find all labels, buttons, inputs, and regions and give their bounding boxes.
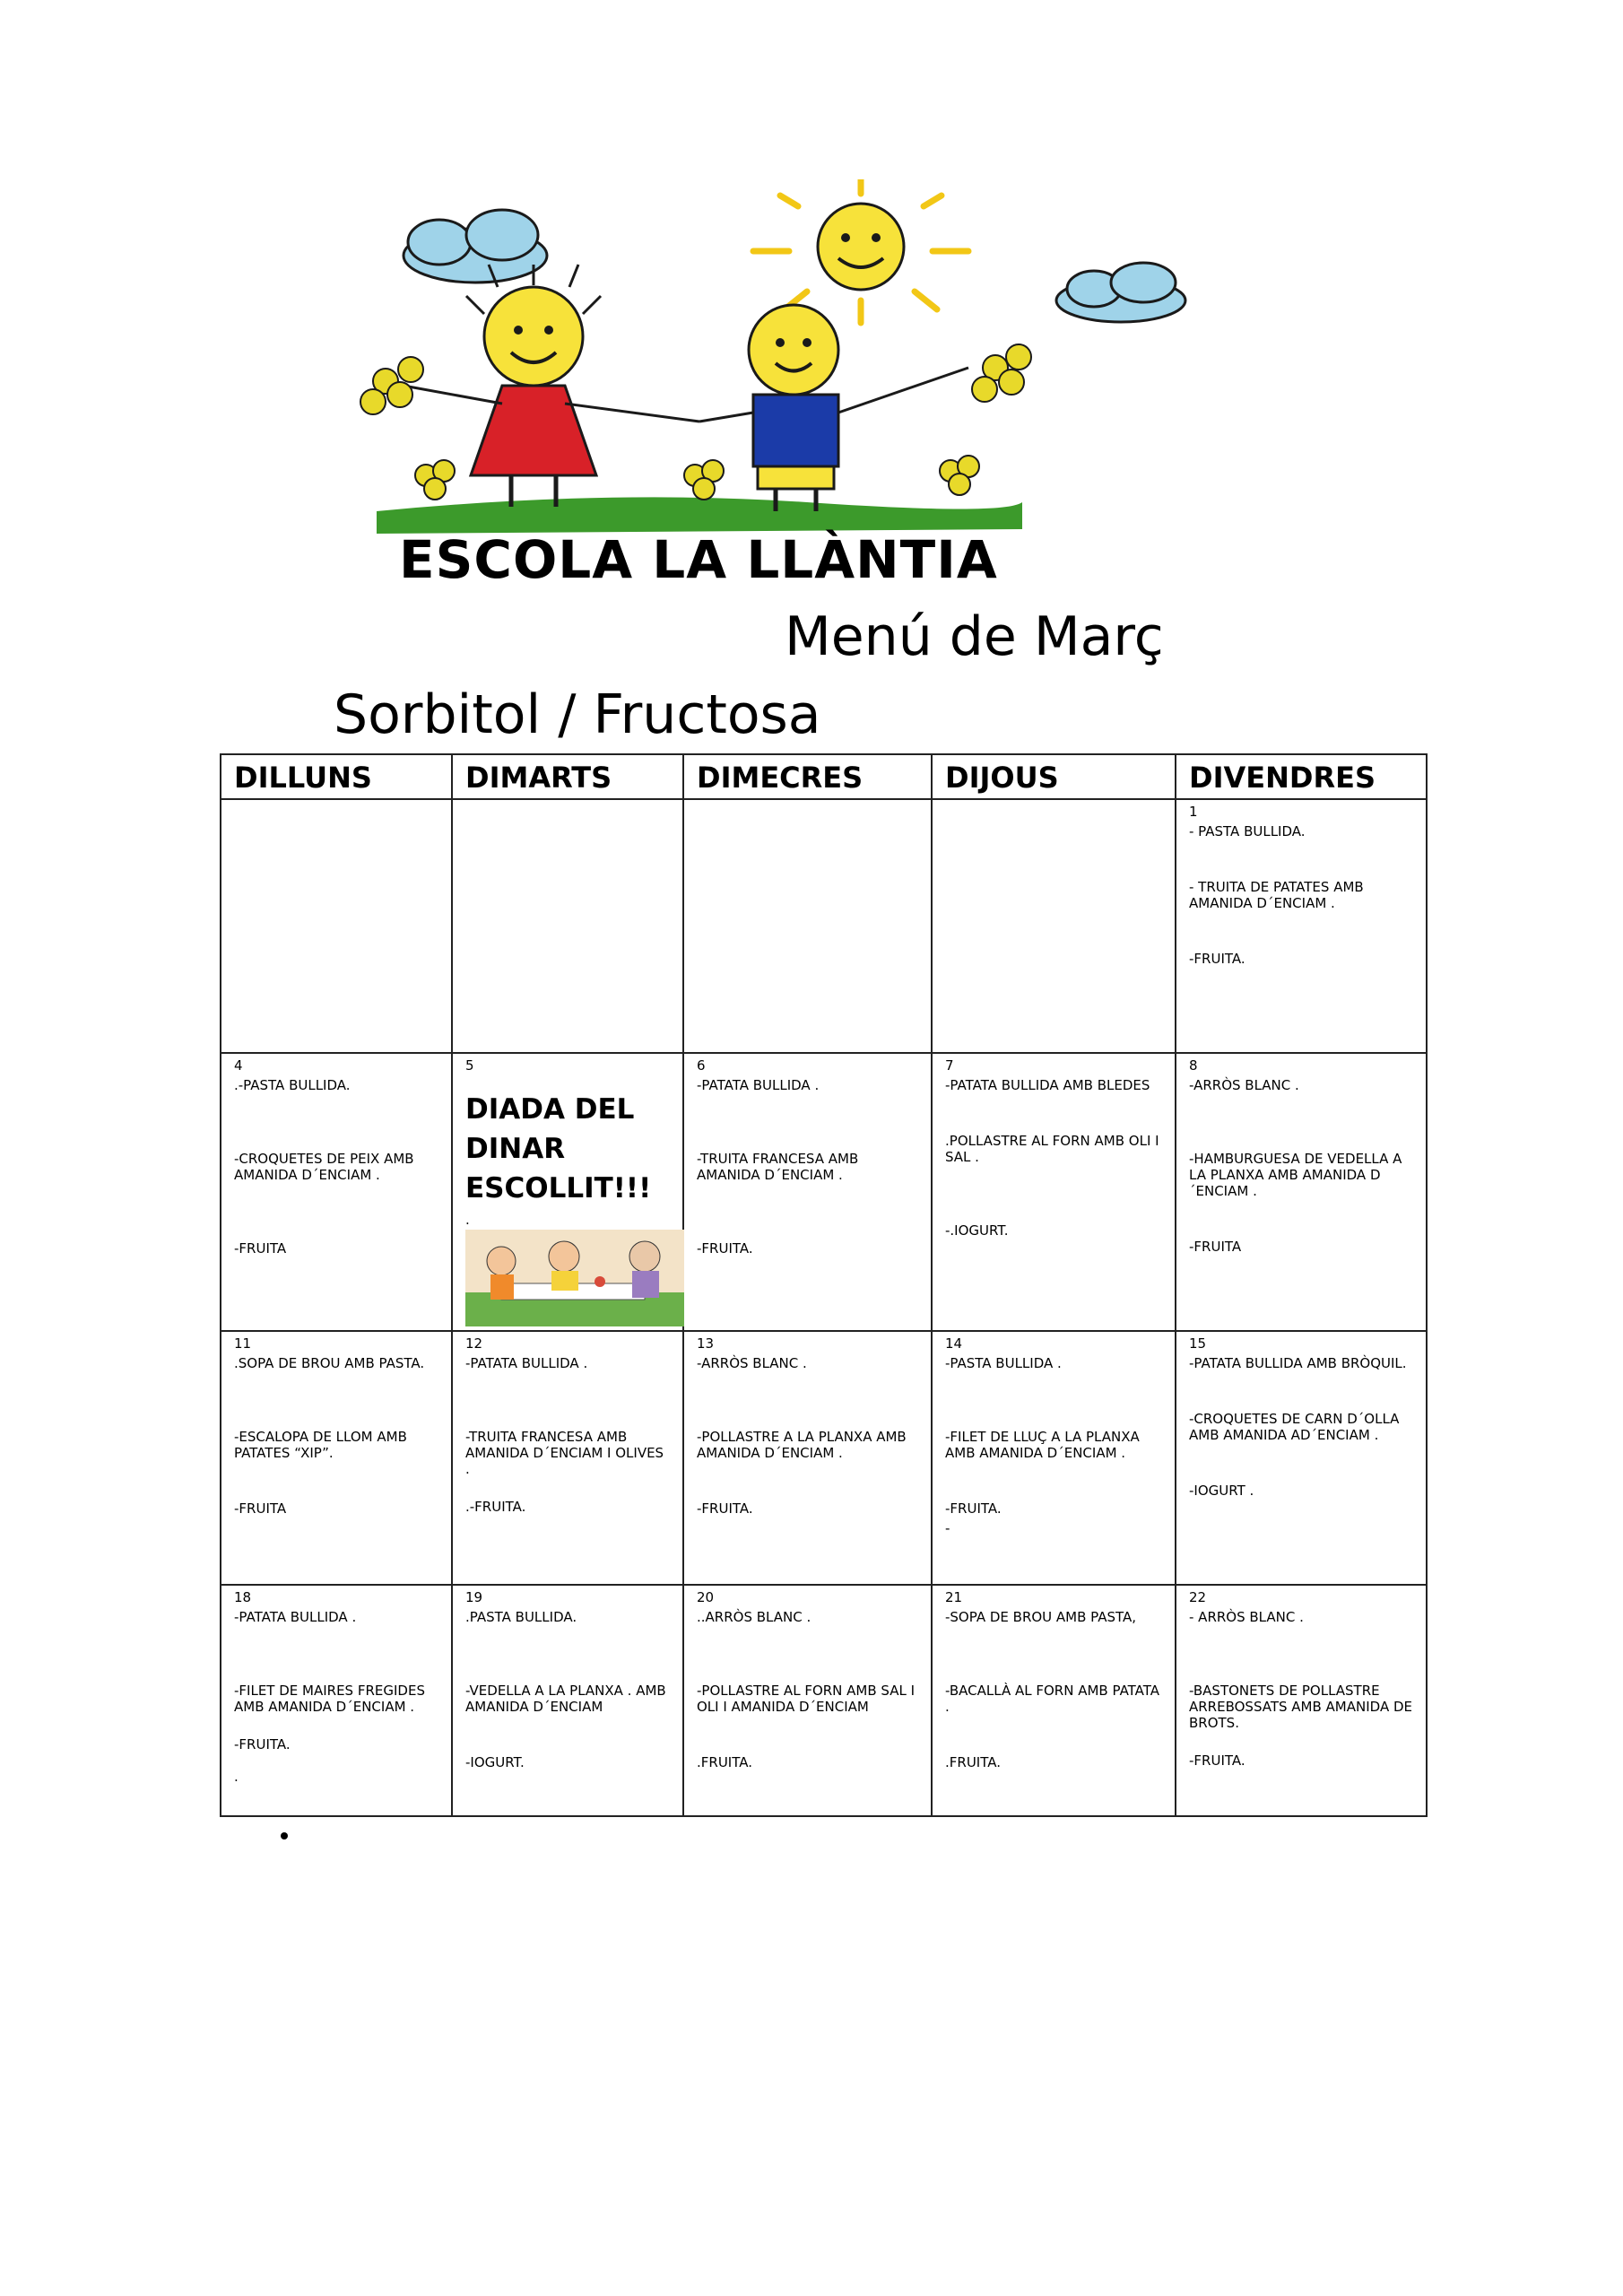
day-cell <box>932 1585 1176 1816</box>
first-course: -PATATA BULLIDA . <box>697 1077 820 1093</box>
dessert: -FRUITA <box>234 1500 287 1517</box>
dessert: -FRUITA. <box>1189 1752 1245 1769</box>
first-course: ..ARRÒS BLANC . <box>697 1609 812 1625</box>
first-course: -PATATA BULLIDA . <box>465 1355 588 1371</box>
first-course: .-PASTA BULLIDA. <box>234 1077 351 1093</box>
second-course: -VEDELLA A LA PLANXA . AMB AMANIDA D´ENCIAM <box>465 1683 666 1715</box>
dessert: -FRUITA. <box>1189 951 1245 967</box>
week-row <box>221 1053 1427 1331</box>
dessert-extra: - <box>945 1520 950 1536</box>
cell-footer: . <box>234 1769 239 1785</box>
first-course: -SOPA DE BROU AMB PASTA, <box>945 1609 1137 1625</box>
first-course: -PATATA BULLIDA AMB BLEDES <box>945 1077 1150 1093</box>
day-cell <box>932 1053 1176 1331</box>
bullet-point <box>281 1832 288 1839</box>
dessert: -FRUITA. <box>697 1500 753 1517</box>
dessert: -FRUITA <box>1189 1239 1242 1255</box>
day-number: 18 <box>234 1589 252 1605</box>
dessert: -.IOGURT. <box>945 1222 1009 1239</box>
day-number: 14 <box>945 1335 963 1352</box>
header-wednesday: DIMECRES <box>683 754 932 799</box>
day-cell <box>452 1585 683 1816</box>
special-day-note: . <box>465 1212 470 1228</box>
second-course: -TRUITA FRANCESA AMB AMANIDA D´ENCIAM I OLIVES . <box>465 1429 664 1477</box>
header-friday: DIVENDRES <box>1176 754 1427 799</box>
second-course: .POLLASTRE AL FORN AMB OLI I SAL . <box>945 1133 1159 1165</box>
second-course: -BACALLÀ AL FORN AMB PATATA . <box>945 1683 1160 1715</box>
day-number: 22 <box>1189 1589 1207 1605</box>
day-number: 11 <box>234 1335 252 1352</box>
dessert: .FRUITA. <box>945 1754 1001 1770</box>
day-cell <box>452 799 683 1053</box>
second-course: -FILET DE MAIRES FREGIDES AMB AMANIDA D´ENCIAM . <box>234 1683 425 1715</box>
special-day-title: DIADA DEL DINAR ESCOLLIT!!! <box>465 1093 652 1205</box>
header-row <box>221 754 1427 799</box>
first-course: -PASTA BULLIDA . <box>945 1355 1062 1371</box>
day-cell <box>221 1331 452 1585</box>
grass-icon <box>377 497 1022 534</box>
day-number: 15 <box>1189 1335 1207 1352</box>
first-course: -PATATA BULLIDA . <box>234 1609 357 1625</box>
header-thursday: DIJOUS <box>932 754 1176 799</box>
second-course: -CROQUETES DE PEIX AMB AMANIDA D´ENCIAM . <box>234 1151 414 1183</box>
first-course: -ARRÒS BLANC . <box>697 1355 807 1371</box>
day-cell <box>221 1585 452 1816</box>
week-row <box>221 1585 1427 1816</box>
second-course: -BASTONETS DE POLLASTRE ARREBOSSATS AMB AMANIDA DE BROTS. <box>1189 1683 1413 1731</box>
day-cell <box>683 799 932 1053</box>
second-course: -POLLASTRE A LA PLANXA AMB AMANIDA D´ENCIAM . <box>697 1429 907 1461</box>
first-course: - ARRÒS BLANC . <box>1189 1609 1304 1625</box>
cloud-left-icon <box>404 210 547 283</box>
day-number: 5 <box>465 1057 474 1074</box>
day-cell-special <box>452 1053 683 1331</box>
day-cell <box>452 1331 683 1585</box>
day-number: 4 <box>234 1057 243 1074</box>
day-cell <box>221 799 452 1053</box>
dessert: -FRUITA. <box>234 1736 291 1752</box>
week-row <box>221 799 1427 1053</box>
day-cell <box>683 1585 932 1816</box>
day-number: 6 <box>697 1057 706 1074</box>
diet-title: Sorbitol / Fructosa <box>334 683 821 746</box>
second-course: -FILET DE LLUÇ A LA PLANXA AMB AMANIDA D´ENCIAM . <box>945 1429 1140 1461</box>
day-number: 21 <box>945 1589 963 1605</box>
first-course: - PASTA BULLIDA. <box>1189 823 1306 839</box>
second-course: -ESCALOPA DE LLOM AMB PATATES “XIP”. <box>234 1429 407 1461</box>
day-cell <box>683 1053 932 1331</box>
dessert: .-FRUITA. <box>465 1499 526 1515</box>
day-cell <box>1176 1585 1427 1816</box>
day-cell <box>932 1331 1176 1585</box>
dessert: -IOGURT. <box>465 1754 525 1770</box>
second-course: -TRUITA FRANCESA AMB AMANIDA D´ENCIAM . <box>697 1151 859 1183</box>
day-cell <box>683 1331 932 1585</box>
dessert: .FRUITA. <box>697 1754 752 1770</box>
family-meal-illustration <box>465 1230 684 1326</box>
day-cell <box>932 799 1176 1053</box>
day-cell <box>221 1053 452 1331</box>
day-cell <box>1176 1053 1427 1331</box>
dessert: -FRUITA. <box>697 1240 753 1257</box>
cloud-right-icon <box>1056 263 1185 322</box>
day-number: 13 <box>697 1335 715 1352</box>
first-course: .SOPA DE BROU AMB PASTA. <box>234 1355 425 1371</box>
week-row <box>221 1331 1427 1585</box>
dessert: -FRUITA <box>234 1240 287 1257</box>
boy-icon <box>699 305 968 511</box>
day-number: 7 <box>945 1057 954 1074</box>
menu-title: Menú de Març <box>785 605 1164 668</box>
day-number: 1 <box>1189 804 1198 820</box>
second-course: -HAMBURGUESA DE VEDELLA A LA PLANXA AMB AMANIDA D´ENCIAM . <box>1189 1151 1402 1199</box>
menu-table <box>220 753 1428 1817</box>
first-course: -ARRÒS BLANC . <box>1189 1077 1299 1093</box>
day-number: 19 <box>465 1589 483 1605</box>
day-cell <box>1176 799 1427 1053</box>
children-sun-illustration <box>341 179 1219 538</box>
second-course: - TRUITA DE PATATES AMB AMANIDA D´ENCIAM . <box>1189 879 1364 911</box>
school-name: ESCOLA LA LLÀNTIA <box>399 529 998 590</box>
day-number: 8 <box>1189 1057 1198 1074</box>
sun-icon <box>753 179 968 323</box>
dessert: -IOGURT . <box>1189 1483 1254 1499</box>
second-course: -POLLASTRE AL FORN AMB SAL I OLI I AMANIDA D´ENCIAM <box>697 1683 916 1715</box>
day-cell <box>1176 1331 1427 1585</box>
first-course: -PATATA BULLIDA AMB BRÒQUIL. <box>1189 1355 1407 1371</box>
dessert: -FRUITA. <box>945 1500 1002 1517</box>
day-number: 20 <box>697 1589 715 1605</box>
header-monday: DILLUNS <box>221 754 452 799</box>
first-course: .PASTA BULLIDA. <box>465 1609 577 1625</box>
day-number: 12 <box>465 1335 483 1352</box>
header-tuesday: DIMARTS <box>452 754 683 799</box>
second-course: -CROQUETES DE CARN D´OLLA AMB AMANIDA AD´ENCIAM . <box>1189 1411 1400 1443</box>
